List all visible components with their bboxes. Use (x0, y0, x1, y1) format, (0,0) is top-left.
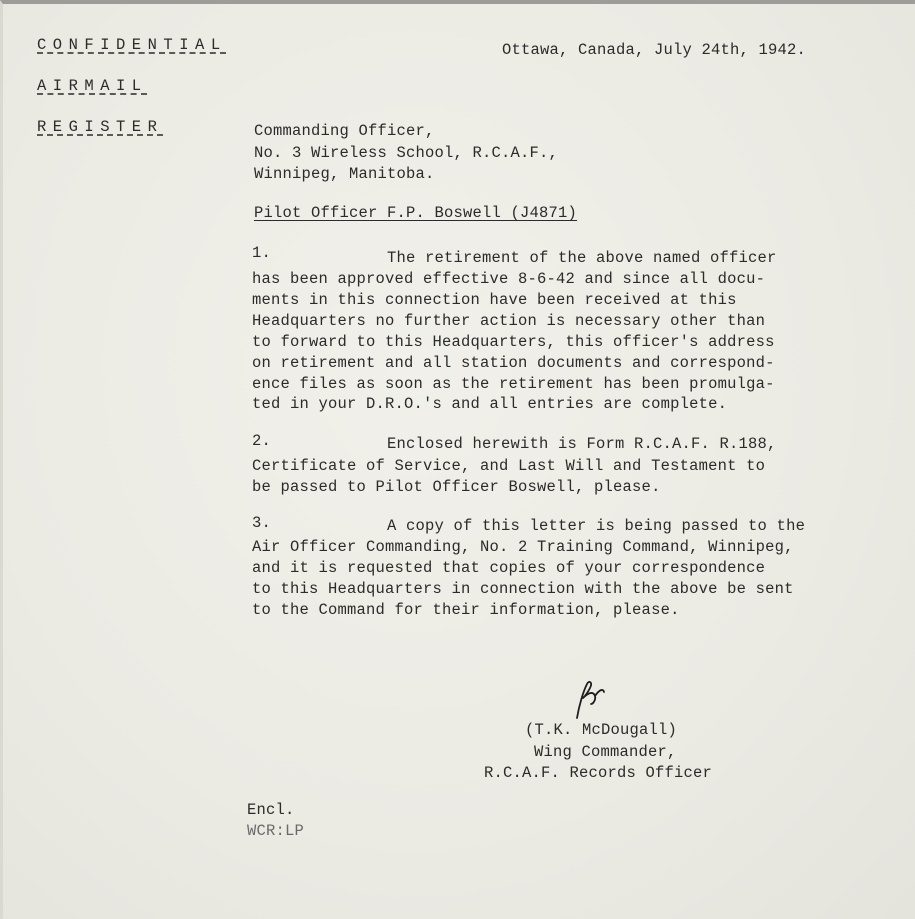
paragraph-line: ments in this connection have been received at this (252, 291, 737, 309)
paragraph-number: 1. (252, 244, 272, 262)
paragraph-line: ted in your D.R.O.'s and all entries are complete. (252, 395, 728, 413)
confidential-stamp: CONFIDENTIAL (37, 36, 227, 54)
paragraph-line: has been approved effective 8-6-42 and since all docu- (252, 270, 766, 288)
signature-mark (571, 678, 611, 722)
paragraph-line: to forward to this Headquarters, this officer's address (252, 333, 775, 351)
signatory-rank: Wing Commander, (534, 743, 677, 761)
paragraph-line: A copy of this letter is being passed to the (387, 517, 806, 535)
address-line: Winnipeg, Manitoba. (254, 165, 435, 183)
paragraph-line: Certificate of Service, and Last Will and Testament to (252, 457, 766, 475)
paragraph-number: 3. (252, 514, 272, 532)
signatory-name: (T.K. McDougall) (525, 721, 678, 739)
enclosure-note: Encl. (247, 801, 295, 819)
paragraph-line: Enclosed herewith is Form R.C.A.F. R.188, (387, 435, 777, 453)
paragraph-line: and it is requested that copies of your correspondence (252, 559, 766, 577)
reference-initials: WCR:LP (247, 822, 305, 840)
paragraph-line: to this Headquarters in connection with the above be sent (252, 580, 794, 598)
paragraph-line: to the Command for their information, please. (252, 601, 680, 619)
address-line: No. 3 Wireless School, R.C.A.F., (254, 144, 559, 162)
paragraph-line: on retirement and all station documents and correspond- (252, 354, 775, 372)
address-line: Commanding Officer, (254, 122, 435, 140)
paragraph-number: 2. (252, 432, 272, 450)
paragraph-line: The retirement of the above named officer (387, 249, 777, 267)
letter-date: Ottawa, Canada, July 24th, 1942. (502, 41, 807, 59)
paragraph-line: Air Officer Commanding, No. 2 Training Command, Winnipeg, (252, 538, 794, 556)
register-stamp: REGISTER (37, 118, 164, 136)
signatory-title: R.C.A.F. Records Officer (484, 764, 713, 782)
paragraph-line: be passed to Pilot Officer Boswell, please. (252, 478, 661, 496)
airmail-stamp: AIRMAIL (37, 77, 148, 95)
paragraph-line: Headquarters no further action is necessary other than (252, 312, 766, 330)
subject-line: Pilot Officer F.P. Boswell (J4871) (254, 204, 578, 222)
paragraph-line: ence files as soon as the retirement has been promulga- (252, 375, 775, 393)
